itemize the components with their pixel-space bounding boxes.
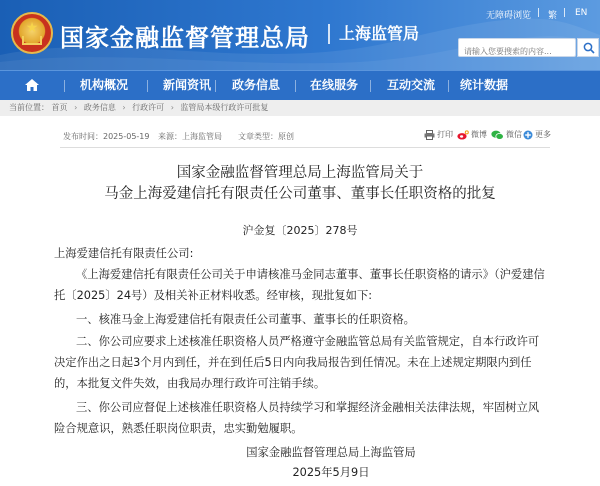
document-title-line-1: 国家金融监督管理总局上海监管局关于 (176, 165, 424, 181)
accessibility-link[interactable]: 无障碍浏览 (486, 11, 532, 21)
meta-divider (60, 147, 550, 148)
article-source: 来源：上海监管局 (158, 132, 222, 141)
nav-divider (370, 80, 371, 92)
nav-divider (215, 80, 216, 92)
breadcrumb-item-approval[interactable]: 监管局本级行政许可批复 (180, 103, 269, 112)
printer-icon (424, 130, 435, 140)
main-navigation (0, 70, 600, 100)
national-emblem-logo: ★ (11, 12, 53, 54)
breadcrumb-item-government-info[interactable]: 政务信息 (83, 103, 116, 112)
search-field[interactable] (458, 38, 576, 57)
home-icon (24, 78, 40, 92)
nav-item-government-info[interactable]: 政务信息 (232, 78, 281, 92)
sub-organization-name: 上海监管局 (328, 24, 419, 44)
article-meta (0, 128, 600, 144)
nav-item-about[interactable]: 机构概况 (80, 78, 129, 92)
english-link[interactable]: EN (575, 8, 588, 18)
search-icon (583, 42, 595, 54)
document-paragraph-intro: 《上海爱建信托有限责任公司关于申请核准马金同志董事、董事长任职资格的请示》（沪爱建信托〔2025〕24号）及相关补正材料收悉。经审核，现批复如下: (54, 268, 545, 302)
breadcrumb-item-admin-license[interactable]: 行政许可 (132, 103, 165, 112)
search-button[interactable] (577, 38, 599, 57)
nav-item-statistics[interactable]: 统计数据 (460, 78, 509, 92)
nav-home-button[interactable] (0, 71, 64, 100)
share-weibo-button[interactable] (457, 129, 487, 143)
search-input[interactable] (459, 43, 575, 60)
print-label: 打印 (437, 130, 453, 139)
nav-divider (147, 80, 148, 92)
weibo-label: 微博 (471, 130, 487, 139)
breadcrumb (0, 100, 600, 116)
nav-item-online-services[interactable]: 在线服务 (310, 78, 359, 92)
breadcrumb-separator: › (74, 103, 78, 112)
traditional-chinese-link[interactable]: 繁 (548, 11, 558, 21)
document-number: 沪金复〔2025〕278号 (242, 224, 358, 237)
nav-divider (448, 80, 449, 92)
breadcrumb-separator: › (122, 103, 126, 112)
publish-time: 发布时间：2025-05-19 (63, 132, 150, 141)
plus-icon (523, 130, 533, 140)
document-addressee: 上海爱建信托有限责任公司: (54, 247, 194, 260)
document-title-line-2: 马金上海爱建信托有限责任公司董事、董事长任职资格的批复 (104, 186, 496, 202)
nav-item-news[interactable]: 新闻资讯 (163, 78, 212, 92)
utility-divider: | (537, 8, 541, 18)
nav-divider (64, 80, 65, 92)
document-signature: 国家金融监督管理总局上海监管局 (246, 446, 416, 459)
organization-name: 国家金融监督管理总局 (60, 24, 310, 52)
breadcrumb-separator: › (170, 103, 174, 112)
share-wechat-button[interactable] (491, 129, 522, 143)
document-paragraph-3: 三、你公司应督促上述核准任职资格人员持续学习和掌握经济金融相关法律法规，牢固树立风险合规意识，熟悉任职岗位职责，忠实勤勉履职。 (54, 401, 540, 435)
breadcrumb-label: 当前位置： (9, 103, 49, 112)
document-paragraph-1: 一、核准马金上海爱建信托有限责任公司董事、董事长的任职资格。 (76, 313, 415, 326)
share-more-button[interactable] (523, 129, 551, 143)
document-paragraph-2: 二、你公司应要求上述核准任职资格人员严格遵守金融监管总局有关监管规定，自本行政许可决定作出之日起3个月内到任，并在到任后5日内向我局报告到任情况。未在上述规定期限内到任的，本批复文件失效，由我局办理行政许可注销手续。 (54, 335, 540, 390)
article-type: 文章类型：原创 (238, 132, 294, 141)
breadcrumb-item-home[interactable]: 首页 (51, 103, 68, 112)
weibo-icon (457, 130, 469, 140)
more-label: 更多 (535, 130, 551, 139)
wechat-label: 微信 (506, 130, 522, 139)
utility-divider: | (563, 8, 567, 18)
print-button[interactable] (424, 129, 453, 143)
document-date: 2025年5月9日 (292, 466, 370, 479)
wechat-icon (491, 130, 504, 140)
nav-item-interaction[interactable]: 互动交流 (387, 78, 436, 92)
nav-divider (295, 80, 296, 92)
